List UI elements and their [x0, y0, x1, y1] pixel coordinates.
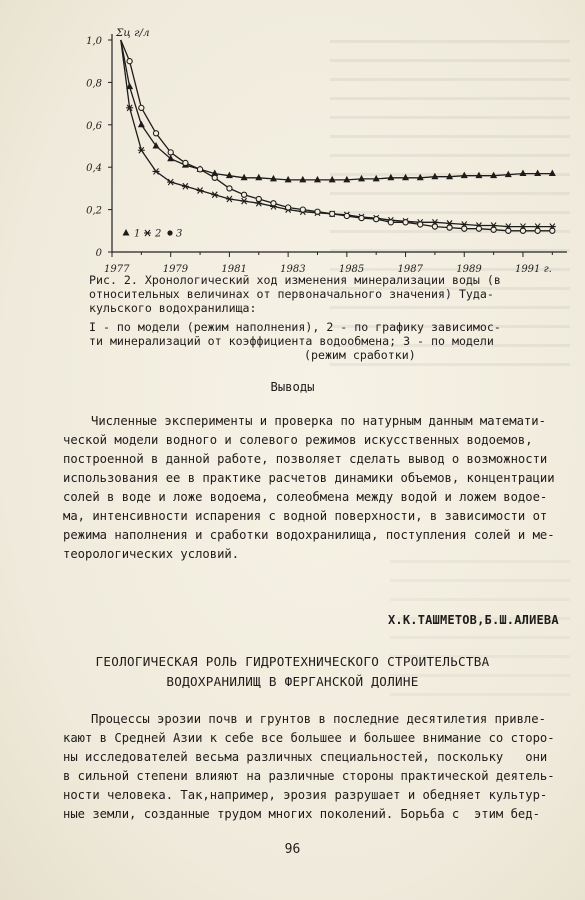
star-marker	[167, 179, 174, 185]
triangle-marker	[519, 170, 526, 177]
circle-marker	[300, 207, 305, 212]
circle-marker	[127, 59, 132, 64]
circle-marker	[491, 227, 496, 232]
text-line: ческой модели водного и солевого режимов искусственных водоемов,	[63, 433, 533, 447]
circle-marker	[197, 167, 202, 172]
text-line: режима наполнения и сработки водохранилища, поступления солей и ме-	[63, 528, 555, 542]
y-tick-label: 0,4	[86, 163, 102, 175]
circle-marker	[212, 175, 217, 180]
circle-marker	[374, 217, 379, 222]
caption-legend-line: (режим сработки)	[304, 348, 416, 362]
x-tick-label: 1987	[397, 264, 424, 275]
circle-marker	[315, 209, 320, 214]
circle-marker	[330, 211, 335, 216]
legend-label: 2	[155, 228, 162, 240]
legend-circle-marker	[167, 230, 172, 235]
triangle-marker	[402, 174, 409, 181]
triangle-marker	[549, 170, 556, 177]
circle-marker	[388, 220, 393, 225]
article-authors: Х.К.ТАШМЕТОВ,Б.Ш.АЛИЕВА	[388, 613, 559, 627]
triangle-marker	[387, 174, 394, 181]
y-tick-label: 0	[95, 248, 102, 259]
circle-marker	[476, 226, 481, 231]
circle-marker	[139, 105, 144, 110]
caption-legend-line: I - по модели (режим наполнения), 2 - по графику зависимос-	[89, 320, 501, 334]
text-line: использования ее в практике расчетов динамики объемов, концентрации	[63, 471, 555, 485]
x-tick-label: 1981	[221, 264, 247, 275]
triangle-marker	[167, 155, 174, 162]
circle-marker	[227, 186, 232, 191]
circle-marker	[447, 225, 452, 230]
triangle-marker	[461, 172, 468, 179]
triangle-marker	[431, 173, 438, 180]
circle-marker	[506, 228, 511, 233]
text-line: построенной в данной работе, позволяет сделать вывод о возможности	[63, 452, 548, 466]
x-tick-label: 1991 г.	[514, 264, 552, 275]
text-line: ные земли, созданные трудом многих поколений. Борьба с этим бед-	[63, 807, 540, 821]
triangle-marker	[534, 170, 541, 177]
x-tick-label: 1989	[456, 264, 482, 275]
caption-line: Рис. 2. Хронологический ход изменения минерализации воды (в	[89, 273, 501, 287]
circle-marker	[359, 215, 364, 220]
text-line: теорологических условий.	[63, 547, 240, 561]
circle-marker	[256, 196, 261, 201]
legend-triangle-marker	[123, 229, 130, 236]
y-axis-label: Σц г/л	[116, 27, 150, 39]
series-line-2	[121, 40, 553, 227]
page-number: 96	[284, 842, 301, 857]
x-tick-label: 1977	[104, 264, 130, 275]
triangle-marker	[299, 176, 306, 183]
circle-marker	[418, 222, 423, 227]
x-tick-label: 1985	[338, 264, 365, 275]
text-line: ности человека. Так,например, эрозия разрушает и обедняет культур-	[63, 788, 548, 802]
article-title-line: ГЕОЛОГИЧЕСКАЯ РОЛЬ ГИДРОТЕХНИЧЕСКОГО СТРОИТЕЛЬСТВА	[95, 654, 490, 669]
circle-marker	[432, 224, 437, 229]
triangle-marker	[475, 172, 482, 179]
circle-marker	[403, 220, 408, 225]
x-tick-label: 1983	[280, 264, 306, 275]
circle-marker	[520, 228, 525, 233]
y-tick-label: 0,8	[86, 78, 102, 90]
series-line-1	[121, 40, 553, 180]
circle-marker	[183, 160, 188, 165]
caption-line: кульского водохранилища:	[89, 301, 257, 315]
circle-marker	[153, 131, 158, 136]
star-marker	[153, 168, 160, 174]
text-line: ны исследователей весьма различных специальностей, поскольку они	[63, 750, 548, 764]
star-marker	[182, 183, 189, 189]
triangle-marker	[329, 176, 336, 183]
triangle-marker	[138, 121, 145, 128]
circle-marker	[241, 192, 246, 197]
series-line-3	[121, 40, 553, 231]
y-tick-label: 0,6	[86, 120, 102, 132]
circle-marker	[271, 201, 276, 206]
x-tick-label: 1979	[162, 264, 189, 275]
star-marker	[226, 196, 233, 202]
y-tick-label: 0,2	[86, 205, 102, 217]
mineralization-chart	[0, 0, 585, 285]
y-tick-label: 1,0	[86, 36, 102, 47]
section-heading: Выводы	[270, 380, 315, 394]
star-marker	[241, 198, 248, 204]
text-line: солей в воде и ложе водоема, солеобмена между водой и ложем водое-	[63, 490, 548, 504]
star-marker	[197, 188, 204, 194]
triangle-marker	[358, 175, 365, 182]
caption-legend-line: ти минерализаций от коэффициента водообмена; 3 - по модели	[89, 334, 494, 348]
star-marker	[211, 192, 218, 198]
text-line: в сильной степени влияют на различные стороны практической деятель-	[63, 769, 555, 783]
circle-marker	[462, 226, 467, 231]
circle-marker	[286, 205, 291, 210]
text-line: Численные эксперименты и проверка по натурным данным математи-	[91, 414, 546, 428]
text-line: кают в Средней Азии к себе все большее и большее внимание со сторо-	[63, 731, 555, 745]
text-line: Процессы эрозии почв и грунтов в последние десятилетия привле-	[91, 712, 546, 726]
circle-marker	[168, 150, 173, 155]
text-line: ма, интенсивности испарения с водной поверхности, в зависимости от	[63, 509, 548, 523]
caption-line: относительных величинах от первоначального значения) Туда-	[89, 287, 494, 301]
legend-label: 3	[176, 228, 183, 240]
triangle-marker	[255, 174, 262, 181]
legend-star-marker	[144, 230, 151, 236]
triangle-marker	[314, 176, 321, 183]
circle-marker	[550, 228, 555, 233]
article-title-line: ВОДОХРАНИЛИЩ В ФЕРГАНСКОЙ ДОЛИНЕ	[166, 674, 419, 689]
circle-marker	[535, 228, 540, 233]
circle-marker	[344, 213, 349, 218]
legend-label: 1	[134, 228, 141, 240]
